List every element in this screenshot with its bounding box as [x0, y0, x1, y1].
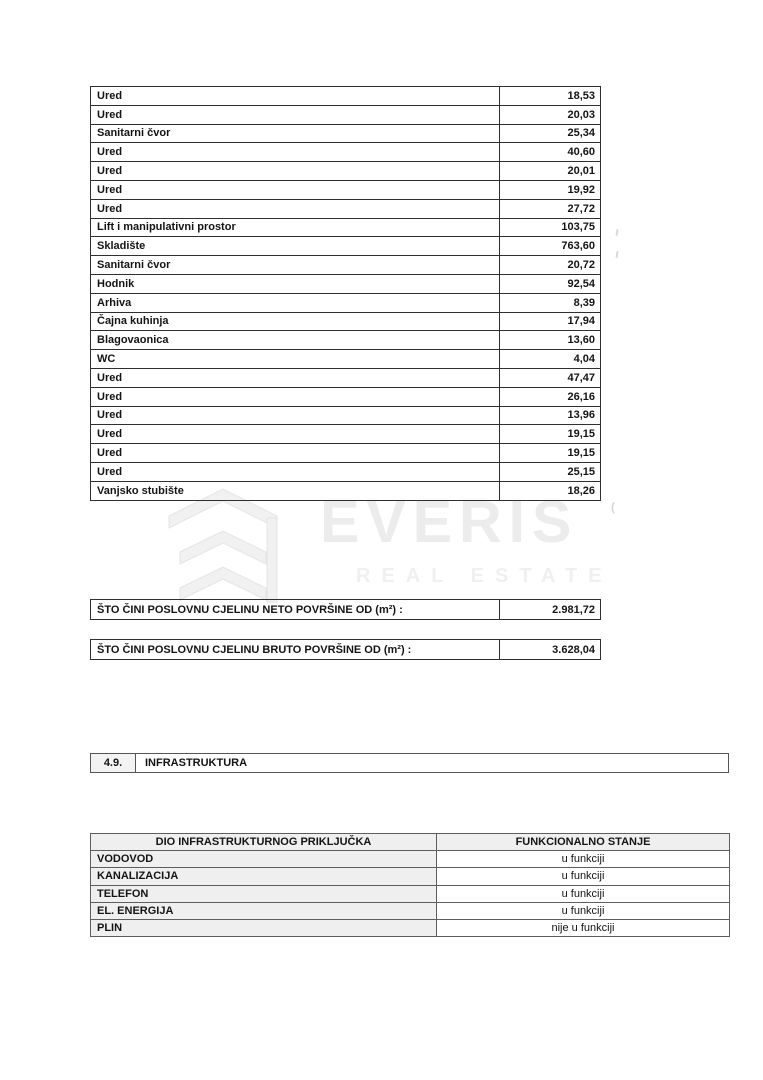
- room-name-cell: Vanjsko stubište: [91, 481, 500, 500]
- room-area-cell: 13,60: [500, 331, 601, 350]
- watermark-title: EVERIS: [320, 489, 579, 555]
- infra-name-cell: KANALIZACIJA: [91, 868, 437, 885]
- room-name-cell: Skladište: [91, 237, 500, 256]
- infra-header-status: FUNKCIONALNO STANJE: [437, 834, 730, 851]
- room-name-cell: Blagovaonica: [91, 331, 500, 350]
- room-area-cell: 18,53: [500, 87, 601, 106]
- net-area-summary: [90, 599, 601, 620]
- net-area-label: ŠTO ČINI POSLOVNU CJELINU NETO POVRŠINE OD (m²) :: [91, 600, 500, 620]
- infra-status-cell: u funkciji: [437, 851, 730, 868]
- room-name-cell: Ured: [91, 387, 500, 406]
- room-area-cell: 92,54: [500, 274, 601, 293]
- room-name-cell: Ured: [91, 368, 500, 387]
- room-area-cell: 20,72: [500, 256, 601, 275]
- room-name-cell: Arhiva: [91, 293, 500, 312]
- room-row: [91, 331, 601, 350]
- room-area-cell: 763,60: [500, 237, 601, 256]
- room-area-cell: 103,75: [500, 218, 601, 237]
- infra-name-cell: VODOVOD: [91, 851, 437, 868]
- room-row: [91, 387, 601, 406]
- section-heading: [90, 753, 729, 773]
- gross-area-row: [91, 640, 601, 660]
- net-area-row: [91, 600, 601, 620]
- gross-area-summary: [90, 639, 601, 660]
- room-area-cell: 47,47: [500, 368, 601, 387]
- room-row: [91, 105, 601, 124]
- gross-area-label: ŠTO ČINI POSLOVNU CJELINU BRUTO POVRŠINE OD (m²) :: [91, 640, 500, 660]
- room-row: [91, 162, 601, 181]
- room-row: [91, 293, 601, 312]
- room-row: [91, 425, 601, 444]
- section-heading-row: [91, 754, 729, 773]
- infra-name-cell: EL. ENERGIJA: [91, 902, 437, 919]
- infra-status-cell: u funkciji: [437, 902, 730, 919]
- infra-name-cell: PLIN: [91, 919, 437, 936]
- infra-name-cell: TELEFON: [91, 885, 437, 902]
- watermark: [168, 486, 613, 610]
- room-row: [91, 256, 601, 275]
- room-area-cell: 19,15: [500, 444, 601, 463]
- room-row: [91, 180, 601, 199]
- room-area-cell: 25,34: [500, 124, 601, 143]
- watermark-subtitle: REAL ESTATE: [356, 565, 613, 587]
- room-area-cell: 26,16: [500, 387, 601, 406]
- room-area-cell: 19,15: [500, 425, 601, 444]
- room-name-cell: Ured: [91, 180, 500, 199]
- room-row: [91, 444, 601, 463]
- room-row: [91, 218, 601, 237]
- room-name-cell: Ured: [91, 87, 500, 106]
- net-area-value: 2.981,72: [500, 600, 601, 620]
- infrastructure-row: [91, 919, 730, 936]
- section-number: 4.9.: [91, 754, 136, 773]
- room-name-cell: Ured: [91, 425, 500, 444]
- room-area-cell: 13,96: [500, 406, 601, 425]
- room-area-cell: 40,60: [500, 143, 601, 162]
- room-name-cell: Sanitarni čvor: [91, 124, 500, 143]
- room-row: [91, 274, 601, 293]
- room-area-cell: 25,15: [500, 462, 601, 481]
- room-area-cell: 20,01: [500, 162, 601, 181]
- room-area-cell: 20,03: [500, 105, 601, 124]
- room-row: [91, 124, 601, 143]
- room-name-cell: Hodnik: [91, 274, 500, 293]
- rooms-area-table: [90, 86, 601, 501]
- room-area-cell: 18,26: [500, 481, 601, 500]
- room-row: [91, 350, 601, 369]
- room-area-cell: 8,39: [500, 293, 601, 312]
- room-name-cell: Ured: [91, 406, 500, 425]
- infra-status-cell: u funkciji: [437, 885, 730, 902]
- infrastructure-row: [91, 868, 730, 885]
- gross-area-value: 3.628,04: [500, 640, 601, 660]
- room-row: [91, 368, 601, 387]
- room-row: [91, 462, 601, 481]
- room-name-cell: Ured: [91, 462, 500, 481]
- room-area-cell: 17,94: [500, 312, 601, 331]
- room-area-cell: 4,04: [500, 350, 601, 369]
- scan-artifact: [616, 251, 619, 258]
- room-row: [91, 406, 601, 425]
- infrastructure-table: [90, 833, 730, 937]
- infrastructure-row: [91, 851, 730, 868]
- room-area-cell: 27,72: [500, 199, 601, 218]
- room-name-cell: Ured: [91, 143, 500, 162]
- room-name-cell: WC: [91, 350, 500, 369]
- scan-artifact: (: [611, 500, 615, 514]
- infra-status-cell: u funkciji: [437, 868, 730, 885]
- room-name-cell: Ured: [91, 105, 500, 124]
- room-row: [91, 481, 601, 500]
- room-row: [91, 312, 601, 331]
- scan-artifact: [616, 229, 619, 236]
- everis-logo-icon: [168, 486, 278, 608]
- room-row: [91, 199, 601, 218]
- room-name-cell: Ured: [91, 444, 500, 463]
- section-title: INFRASTRUKTURA: [136, 754, 729, 773]
- room-name-cell: Čajna kuhinja: [91, 312, 500, 331]
- infrastructure-row: [91, 885, 730, 902]
- infra-header-connection: DIO INFRASTRUKTURNOG PRIKLJUČKA: [91, 834, 437, 851]
- room-row: [91, 143, 601, 162]
- room-row: [91, 87, 601, 106]
- infrastructure-header-row: [91, 834, 730, 851]
- room-name-cell: Ured: [91, 162, 500, 181]
- room-name-cell: Lift i manipulativni prostor: [91, 218, 500, 237]
- room-area-cell: 19,92: [500, 180, 601, 199]
- infrastructure-row: [91, 902, 730, 919]
- infra-status-cell: nije u funkciji: [437, 919, 730, 936]
- room-name-cell: Ured: [91, 199, 500, 218]
- room-row: [91, 237, 601, 256]
- room-name-cell: Sanitarni čvor: [91, 256, 500, 275]
